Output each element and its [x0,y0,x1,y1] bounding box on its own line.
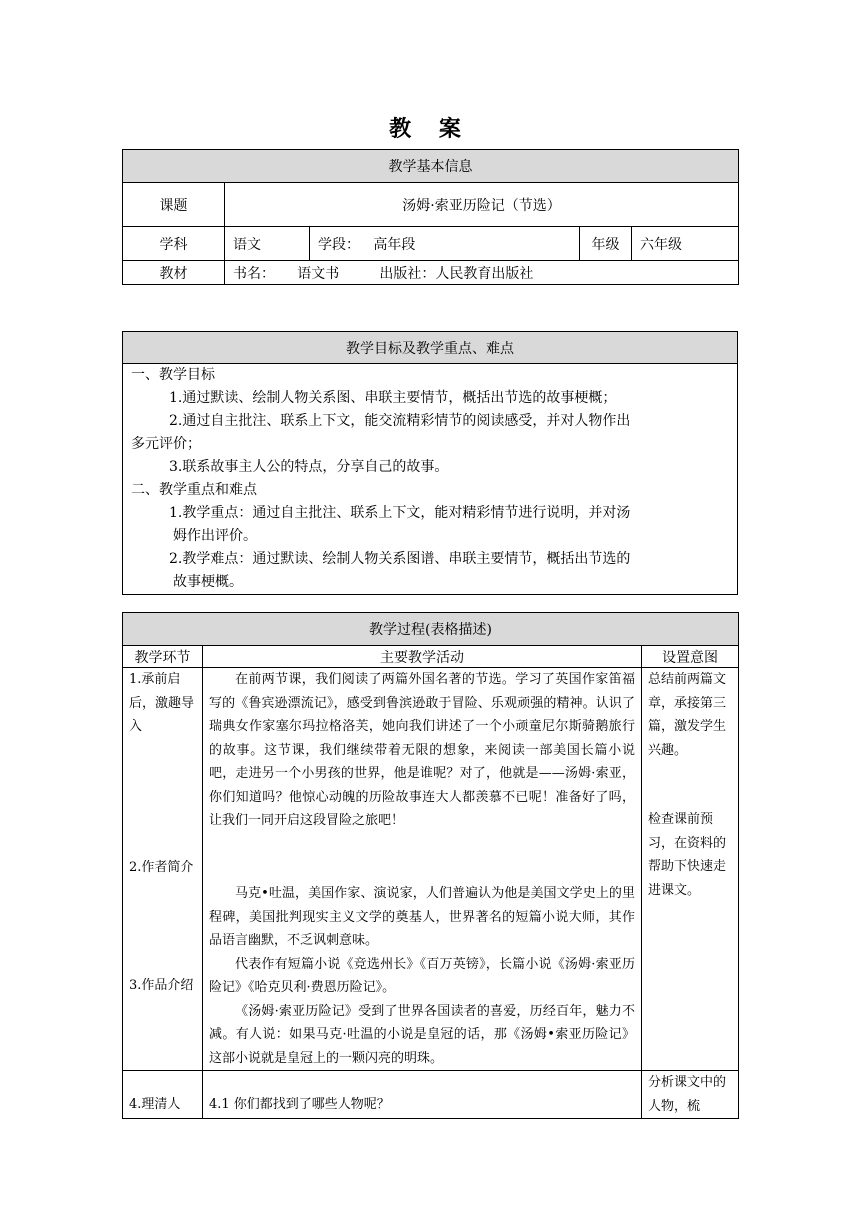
page-title: 教 案 [389,116,471,142]
intent-column [642,668,739,1071]
book-value: 语文书 [297,265,340,282]
topic-value: 汤姆·索亚历险记（节选） [225,183,739,227]
book-label: 书名： [233,265,275,282]
col-activity-header: 主要教学活动 [203,646,642,668]
subject-label: 学科 [123,227,225,261]
material-cell [225,261,739,285]
goals-body [123,364,738,595]
goal-item-2: 2.通过自主批注、联系上下文，能交流精彩情节的阅读感受，并对人物作出 [169,413,631,429]
keypoint-item-2: 2.教学难点：通过默读、绘制人物关系图谱、串联主要情节，概括出节选的 [169,551,631,567]
stage-1: 1.承前启后，激趣导入 [129,672,195,734]
goal-item-3: 3.联系故事主人公的特点，分享自己的故事。 [169,459,449,475]
goals-heading-2: 二、教学重点和难点 [131,482,257,498]
keypoint-item-1: 1.教学重点：通过自主批注、联系上下文，能对精彩情节进行说明，并对汤 [169,505,631,521]
stage-value: 高年段 [373,236,416,253]
intent-3: 分析课文中的人物，梳 [642,1071,739,1119]
activity-intro: 在前两节课，我们阅读了两篇外国名著的节选。学习了英国作家笛福写的《鲁宾逊漂流记》，感受到鲁滨逊敢于冒险、乐观顽强的精神。认识了瑞典女作家塞尔玛拉格洛芙，她向我们讲述了一个小顽童尼尔斯骑鹅旅行的故事。这节课，我们继续带着无限的想象，来阅读一部美国长篇小说吧，走进另一个小男孩的世界，他是谁呢？对了，他就是——汤姆·索亚，你们知道吗？他惊心动魄的历险故事连大人都羡慕不已呢！准备好了吗，让我们一同开启这段冒险之旅吧！ [209,672,635,828]
activity-column [203,668,642,1071]
grade-label: 年级 [580,227,632,261]
goals-heading-1: 一、教学目标 [131,367,215,383]
activity-characters: 4.1 你们都找到了哪些人物呢？ [203,1071,642,1119]
publisher-label: 出版社： [379,265,436,282]
stage-3: 3.作品介绍 [129,978,194,993]
topic-label: 课题 [123,183,225,227]
goals-table [122,331,738,595]
stage-column [123,668,203,1071]
col-intent-header: 设置意图 [642,646,739,668]
process-table [122,612,739,1119]
goal-item-2-cont: 多元评价； [131,436,201,452]
intent-1: 总结前两篇文章，承接第三篇，激发学生兴趣。 [648,672,727,758]
col-stage-header: 教学环节 [123,646,203,668]
keypoint-item-1-cont: 姆作出评价。 [173,528,257,544]
stage-label: 学段： [318,236,360,253]
grade-value: 六年级 [632,227,739,261]
subject-value: 语文 [225,227,310,261]
stage-4: 4.理清人 [123,1071,203,1119]
material-label: 教材 [123,261,225,285]
stage-cell [310,227,580,261]
activity-book: 《汤姆·索亚历险记》受到了世界各国读者的喜爱，历经百年，魅力不减。有人说：如果马克·吐温的小说是皇冠的话，那《汤姆•索亚历险记》这部小说就是皇冠上的一颗闪亮的明珠。 [209,1003,635,1066]
basic-info-table [122,149,739,285]
activity-author: 马克•吐温，美国作家、演说家，人们普遍认为他是美国文学史上的里程碑，美国批判现实主义文学的奠基人，世界著名的短篇小说大师，其作品语言幽默，不乏讽刺意味。 [209,886,635,948]
goal-item-1: 1.通过默读、绘制人物关系图、串联主要情节，概括出节选的故事梗概； [169,390,617,406]
goals-header: 教学目标及教学重点、难点 [123,332,738,364]
process-header: 教学过程(表格描述) [123,613,739,646]
basic-info-header: 教学基本信息 [123,150,739,183]
publisher-value: 人民教育出版社 [435,265,534,282]
keypoint-item-2-cont: 故事梗概。 [173,574,243,590]
stage-2: 2.作者简介 [129,860,194,875]
activity-works: 代表作有短篇小说《竞选州长》《百万英镑》，长篇小说《汤姆·索亚历险记》《哈克贝利·费恩历险记》。 [209,956,635,995]
intent-2: 检查课前预习，在资料的帮助下快速走进课文。 [648,812,727,898]
